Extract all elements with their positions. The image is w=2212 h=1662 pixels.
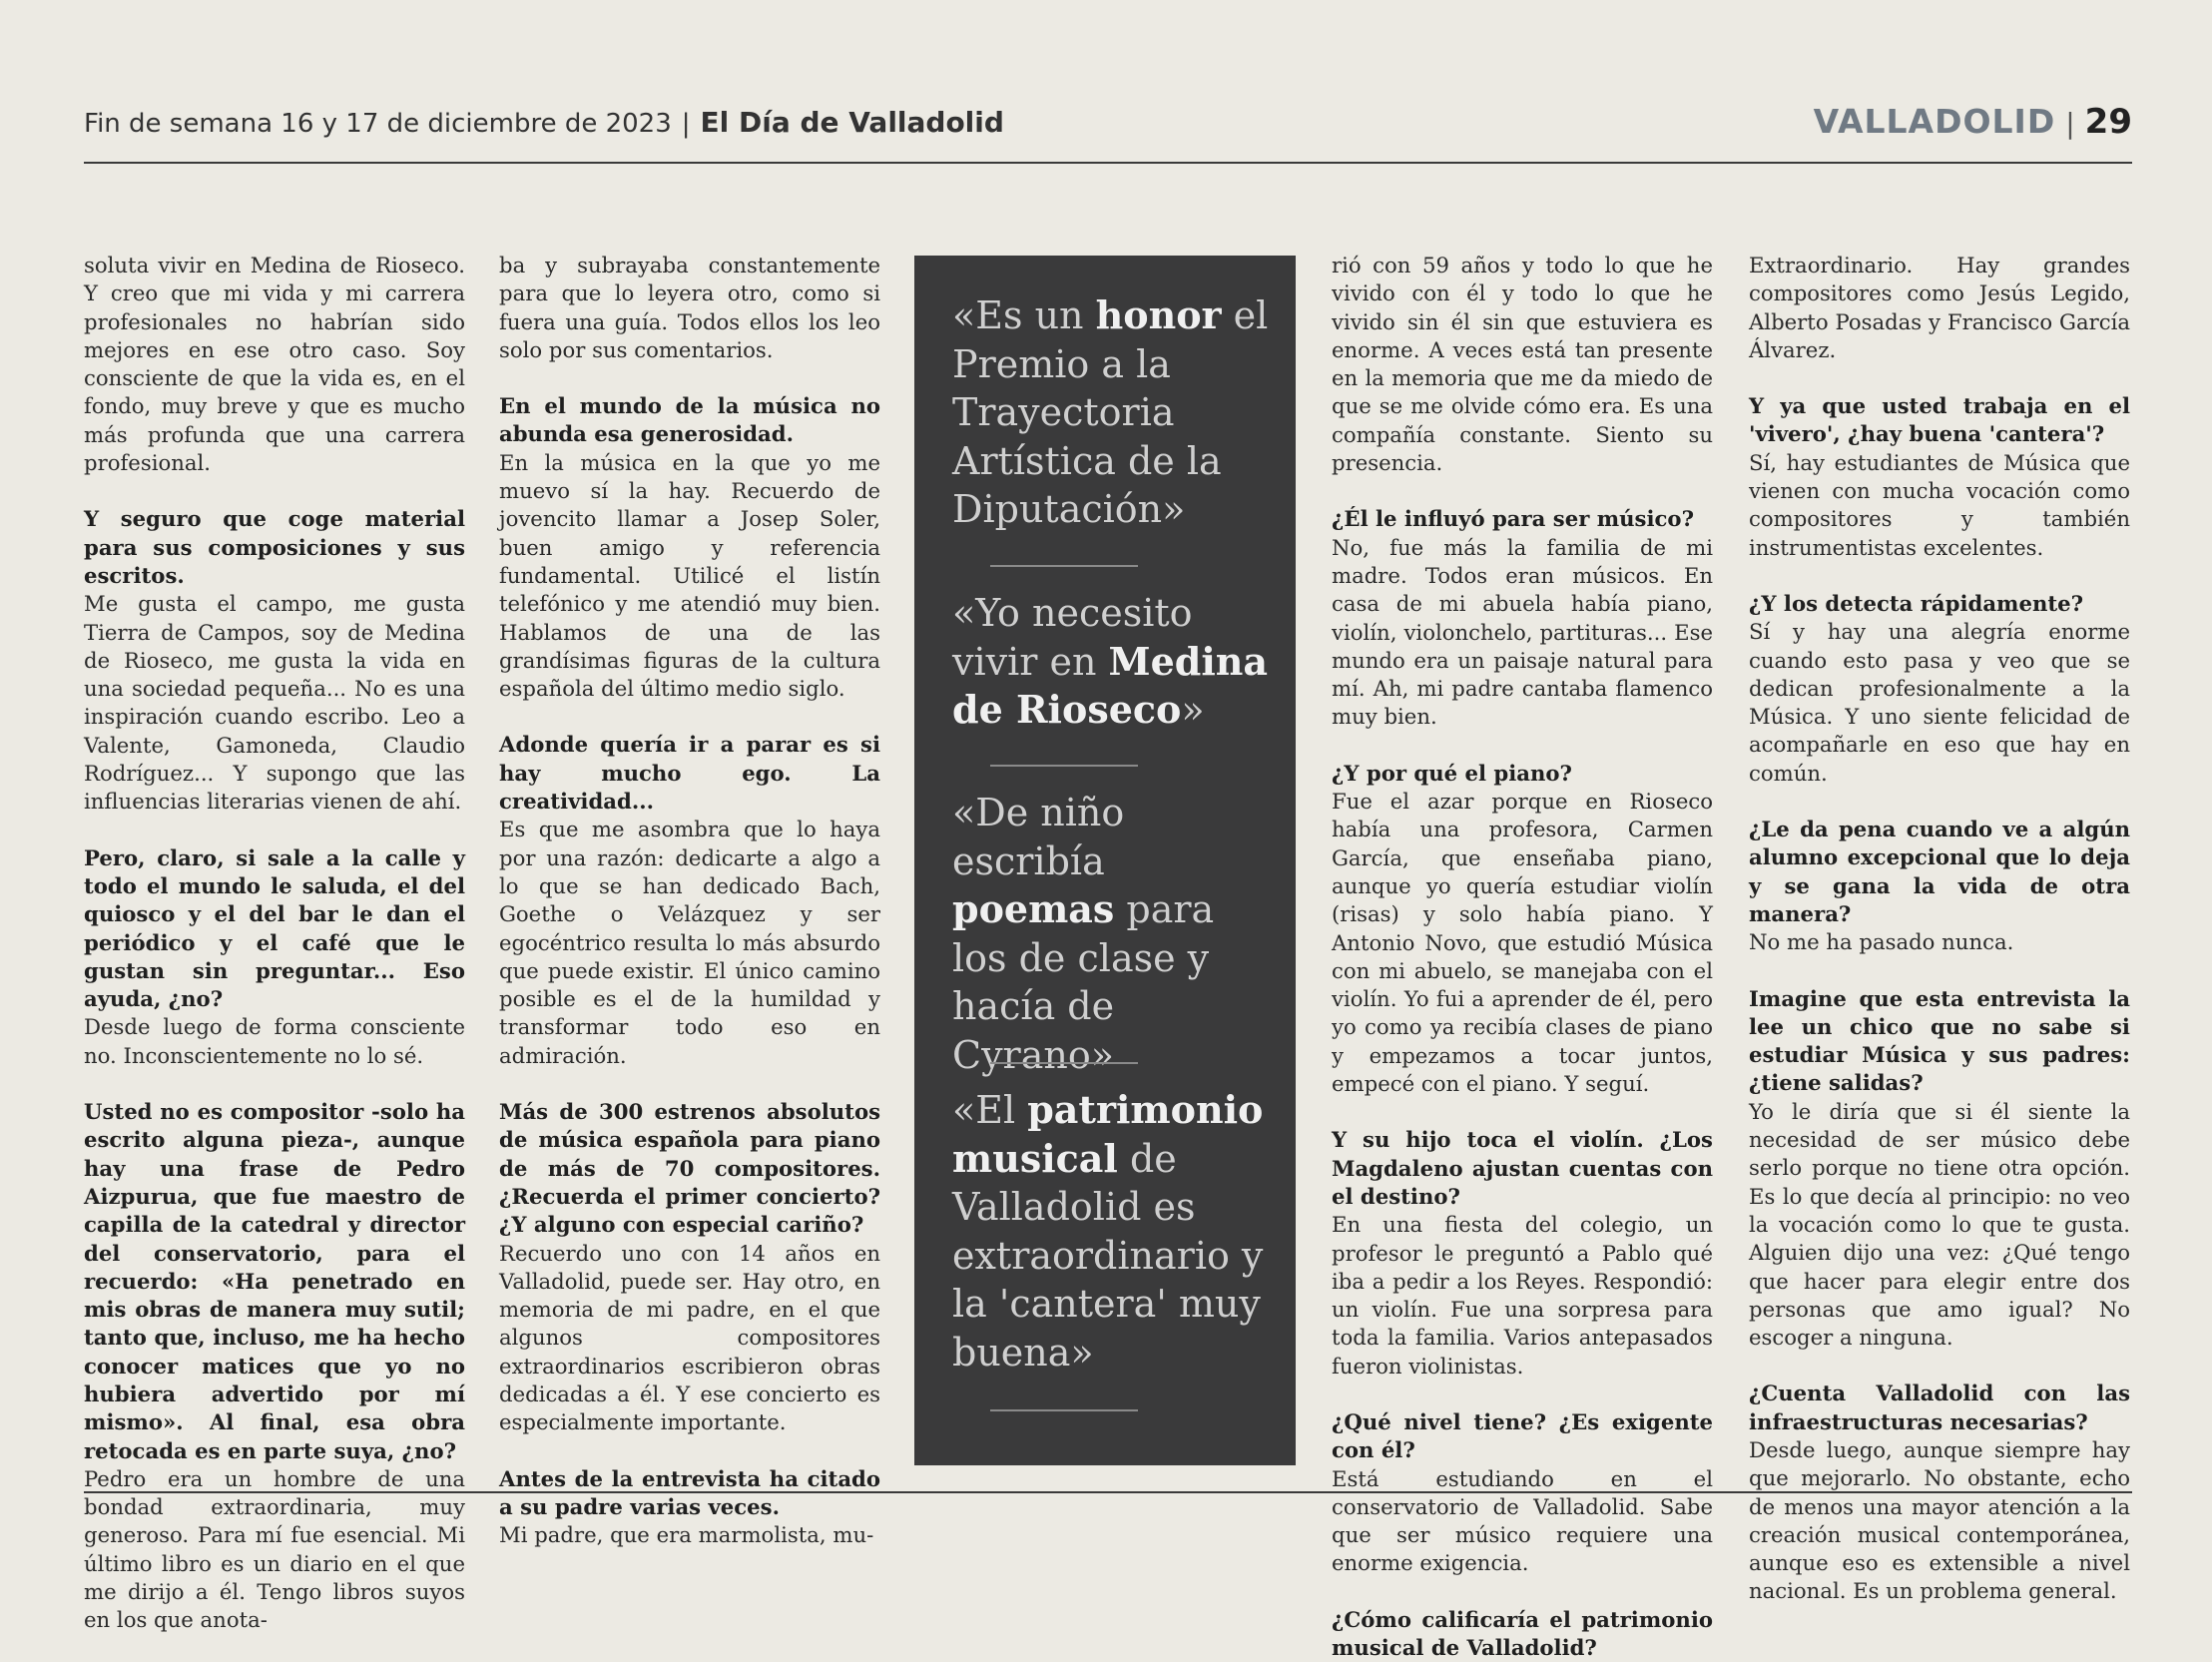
interview-answer: ba y subrayaba constantemente para que lo leyera otro, como si fuera una guía. Todos ellos los leo solo por sus comentarios. [499,253,880,362]
pull-quote-text: «De niño escribía [952,791,1125,883]
interview-answer: Yo le diría que si él siente la necesidad de ser músico debe serlo porque no tiene otra opción. Es lo que decía al principio: no veo la vocación como lo que te gusta. Alguien dijo una vez: ¿Qué tengo que hacer para elegir entre dos personas que amo igual? No escoger a ninguna. [1749,1098,2130,1351]
qa-block [499,1465,880,1550]
pull-quote-highlight: honor [1095,292,1222,337]
interview-question: Usted no es compositor -solo ha escrito alguna pieza-, aunque hay una frase de Pedro Aizpurua, que fue maestro de capilla de la catedral y director del conservatorio, para el recuerdo: «Ha penetrado en mis obras de manera muy sutil; tanto que, incluso, me ha hecho conocer matices que yo no hubiera advertido por mí mismo». Al final, esa obra retocada es en parte suya, ¿no? [84,1099,465,1463]
qa-block [1332,1126,1713,1381]
pull-quote [952,789,1272,1079]
text-column-4 [1332,252,1713,1661]
qa-block [1332,505,1713,731]
qa-block [1749,392,2130,562]
interview-answer: En la música en la que yo me muevo sí la hay. Recuerdo de jovencito llamar a Josep Soler, buen amigo y referencia fundamental. Utilicé el listín telefónico y me atendió muy bien. Hablamos de una de las grandísimas figuras de la cultura española del último medio siglo. [499,449,880,702]
interview-question: ¿Qué nivel tiene? ¿Es exigente con él? [1332,1408,1713,1463]
interview-question: ¿Cuenta Valladolid con las infraestructuras necesarias? [1749,1381,2130,1434]
text-column-5 [1749,252,2130,1604]
interview-question: Adonde quería ir a parar es si hay mucho ego. La creatividad... [499,732,880,815]
interview-answer: Mi padre, que era marmolista, mu- [499,1522,874,1548]
interview-question: ¿Le da pena cuando ve a algún alumno excepcional que lo deja y se gana la vida de otra manera? [1749,817,2130,926]
pull-quote-highlight: patrimonio musical [952,1087,1264,1181]
qa-block [499,252,880,364]
pull-quote-text: el Premio a la Trayectoria Artística de la Diputación» [952,293,1269,531]
interview-question: ¿Él le influyó para ser músico? [1332,506,1694,532]
interview-question: ¿Y los detecta rápidamente? [1749,590,2084,616]
pull-quote-text: de Valladolid es extraordinario y la 'cantera' muy buena» [952,1136,1264,1375]
qa-block [1332,760,1713,1099]
pull-quote-highlight: poemas [952,886,1115,931]
quote-divider [990,1409,1138,1411]
interview-answer: rió con 59 años y todo lo que he vivido con él y todo lo que he vivido sin él sin que estuviera es enorme. A veces está tan presente en la memoria que me da miedo de que se me olvide cómo era. Es una compañía constante. Siento su presencia. [1332,253,1713,476]
qa-block [499,1098,880,1437]
interview-question: Imagine que esta entrevista la lee un chico que no sabe si estudiar Música y sus padres: ¿tiene salidas? [1749,985,2130,1096]
pull-quote [952,589,1272,735]
interview-question: Y seguro que coge material para sus composiciones y sus escritos. [84,506,465,588]
qa-block [84,252,465,477]
header-right [1814,102,2132,142]
interview-answer: No me ha pasado nunca. [1749,929,2014,955]
pull-quote-text: «El [952,1088,1028,1132]
quote-divider [990,1062,1138,1064]
pull-quote [952,291,1272,534]
qa-block [499,392,880,703]
qa-block [1749,816,2130,956]
interview-answer: Sí, hay estudiantes de Música que vienen con mucha vocación como compositores y también instrumentistas excelentes. [1749,449,2130,560]
pull-quote [952,1086,1272,1377]
text-column-2 [499,252,880,1548]
qa-block [1332,1606,1713,1662]
qa-block [499,731,880,1070]
quote-divider [990,765,1138,767]
interview-answer: Sí y hay una alegría enorme cuando esto pasa y veo que se dedican profesionalmente a la Música. Y uno siente felicidad de acompañarle en eso que hay en común. [1749,619,2130,786]
interview-answer: Está estudiando en el conservatorio de Valladolid. Sabe que ser músico requiere una enorme exigencia. [1332,1465,1713,1576]
qa-block [84,1098,465,1635]
quote-divider [990,565,1138,567]
publication-name: El Día de Valladolid [700,106,1004,139]
interview-question: ¿Y por qué el piano? [1332,760,1572,786]
interview-question: Y su hijo toca el violín. ¿Los Magdaleno ajustan cuentas con el destino? [1332,1127,1713,1209]
interview-question: ¿Cómo calificaría el patrimonio musical de Valladolid? [1332,1606,1713,1661]
interview-question: Antes de la entrevista ha citado a su padre varias veces. [499,1465,880,1519]
interview-question: Más de 300 estrenos absolutos de música española para piano de más de 70 compositores. ¿Recuerda el primer concierto? ¿Y alguno con especial cariño? [499,1099,880,1238]
interview-answer: Desde luego de forma consciente no. Inconscientemente no lo sé. [84,1014,465,1068]
qa-block [1749,985,2130,1353]
qa-block [84,505,465,816]
interview-question: Pero, claro, si sale a la calle y todo el mundo le saluda, el del quiosco y el del bar le dan el periódico y el café que le gustan sin preguntar... Eso ayuda, ¿no? [84,844,465,1012]
pull-quote-text: «Yo necesito vivir en [952,591,1193,684]
interview-answer: Me gusta el campo, me gusta Tierra de Campos, soy de Medina de Rioseco, me gusta la vida en una sociedad pequeña... No es una inspiración cuando escribo. Leo a Valente, Gamoneda, Claudio Rodríguez... Y supongo que las influencias literarias vienen de ahí. [84,591,465,815]
pull-quote-highlight: Medina de Rioseco [952,638,1269,732]
page-header [84,100,2132,164]
section-name: VALLADOLID [1813,102,2056,141]
page-number: 29 [2084,102,2132,142]
edition-date: Fin de semana 16 y 17 de diciembre de 2023 [84,109,672,139]
bottom-rule [84,1491,2132,1493]
interview-answer: Extraordinario. Hay grandes compositores como Jesús Legido, Alberto Posadas y Francisco García Álvarez. [1749,253,2130,362]
pull-quote-text: » [1181,688,1205,732]
qa-block [1749,252,2130,364]
qa-block [1749,590,2130,788]
interview-answer: Pedro era un hombre de una bondad extraordinaria, muy generoso. Para mí fue esencial. Mi último libro es un diario en el que me dirijo a él. Tengo libros suyos en los que anota- [84,1465,465,1633]
interview-answer: En una fiesta del colegio, un profesor le preguntó a Pablo qué iba a pedir a los Reyes. Respondió: un violín. Fue una sorpresa para toda la familia. Varios antepasados fueron violinistas. [1332,1212,1713,1379]
header-left [84,106,1004,139]
qa-block [84,844,465,1070]
pull-quote-text: «Es un [952,293,1096,337]
header-separator: | [681,109,691,139]
interview-question: En el mundo de la música no abunda esa generosidad. [499,393,880,447]
interview-answer: No, fue más la familia de mi madre. Todos eran músicos. En casa de mi abuela había piano, violín, violonchelo, partituras... Ese mundo era un paisaje natural para mí. Ah, mi padre cantaba flamenco muy bien. [1332,534,1713,730]
pull-quote-text: para los de clase y hacía de Cyrano» [952,887,1215,1077]
interview-answer: Desde luego, aunque siempre hay que mejorarlo. No obstante, echo de menos una mayor atención a la creación musical contemporánea, aunque eso es extensible a nivel nacional. Es un problema general. [1749,1436,2130,1604]
pull-quote-box [914,256,1296,1465]
qa-block [1332,252,1713,477]
interview-answer: soluta vivir en Medina de Rioseco. Y creo que mi vida y mi carrera profesionales no habrían sido mejores en ese otro caso. Soy consciente de que la vida es, en el fondo, muy breve y que es mucho más profunda que una carrera profesional. [84,253,465,476]
interview-answer: Es que me asombra que lo haya por una razón: dedicarte a algo a lo que se han dedicado Bach, Goethe o Velázquez y ser egocéntrico resulta lo más absurdo que puede existir. El único camino posible es el de la humildad y transformar todo eso en admiración. [499,817,880,1068]
interview-answer: Recuerdo uno con 14 años en Valladolid, puede ser. Hay otro, en memoria de mi padre, en el que algunos compositores extraordinarios escribieron obras dedicadas a él. Y ese concierto es especialmente importante. [499,1240,880,1435]
header-separator-right: | [2065,107,2075,140]
text-column-1 [84,252,465,1633]
interview-question: Y ya que usted trabaja en el 'vivero', ¿hay buena 'cantera'? [1749,393,2130,447]
interview-answer: Fue el azar porque en Rioseco había una profesora, Carmen García, que enseñaba piano, aunque yo quería estudiar violín (risas) y solo había piano. Y Antonio Novo, que estudió Música con mi abuelo, se manejaba con el violín. Yo fui a aprender de él, pero yo como ya recibía clases de piano y empezamos a tocar juntos, empecé con el piano. Y seguí. [1332,789,1713,1097]
